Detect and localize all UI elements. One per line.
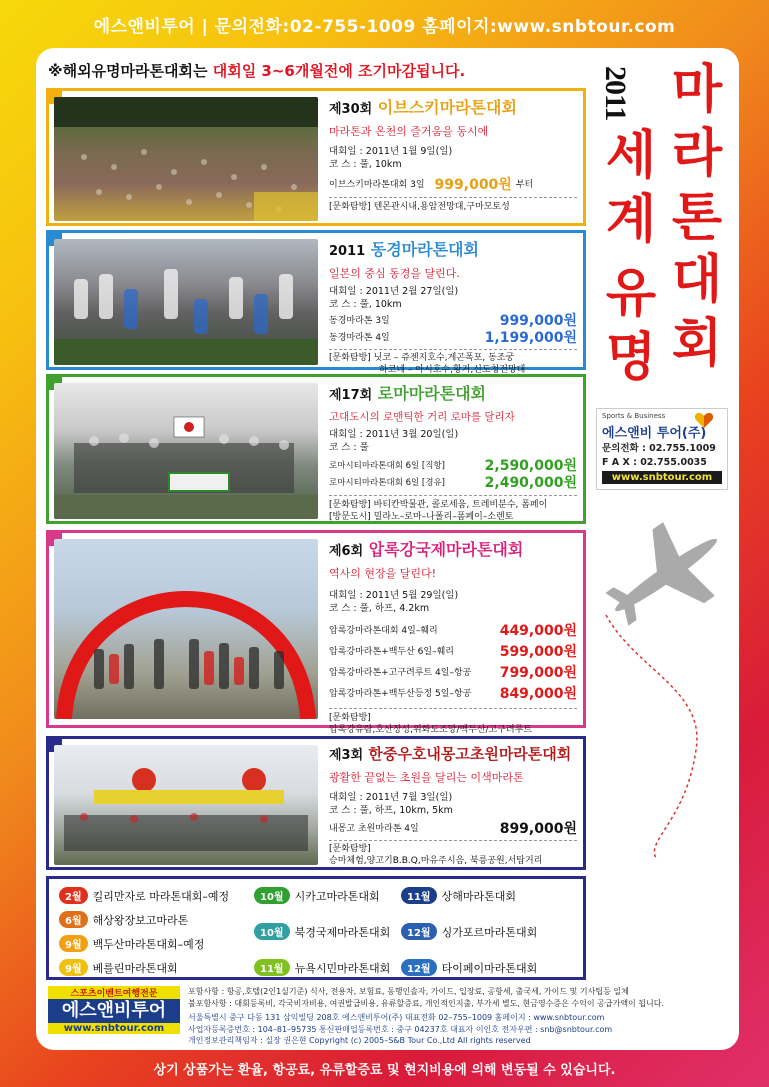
event-slogan: 마라톤과 온천의 즐거움을 동시에 [329,125,489,138]
culture-tour: [문화탐방] [329,713,371,723]
event-photo [54,239,318,365]
footer-line-copyright: 개인정보관리책임자 : 실장 권은현 Copyright (c) 2005–S&B Tour Co.,Ltd All rights reserved [188,1036,531,1045]
title-char: 대 [671,250,723,310]
event-info [329,237,577,376]
event-course: 코 스 : 풀, 하프, 4.2km [329,603,430,614]
price-row [329,177,577,194]
title-char: 톤 [671,188,723,248]
title-char: 라 [671,124,723,184]
event-slogan: 고대도시의 로맨틱한 거리 로마를 달리자 [329,411,515,423]
price-row [329,684,577,705]
event-info [329,537,577,736]
price-value: 899,000원 [499,821,577,837]
year-text: 2011 [599,66,632,121]
schedule-event: 킬리만자로 마라톤대회–예정 [92,889,230,903]
notice-highlight: 대회일 3~6개월전에 조기마감됩니다. [212,62,466,80]
month-badge: 11월 [254,959,290,976]
group-image [54,239,318,365]
schedule-event: 시카고마라톤대회 [294,889,380,903]
event-number: 제17회 [329,388,373,403]
price-value: 2,590,000원 [484,458,577,474]
price-label: 압록강마라톤+백두산 6일–훼리 [329,647,454,657]
month-badge: 9월 [59,959,88,976]
month-badge: 6월 [59,911,88,928]
price-row [329,475,577,492]
event-course: 코 스 : 풀, 10km [329,159,402,170]
event-slogan: 광활한 끝없는 초원을 달리는 이색마라톤 [329,771,524,784]
event-slogan: 역사의 현장을 달린다! [329,567,437,580]
event-photo [54,383,318,519]
notice-text: ※해외유명마라톤대회는 [48,62,213,80]
event-number: 제6회 [329,544,364,559]
footer-line-excluded: 불포함사항 : 대회등록비, 각국비자비용, 여권발급비용, 유류할증료, 개인적인지출, 부가세 별도, 현금영수증은 수익이 공급가액이 됩니다. [188,998,665,1008]
schedule-item[interactable] [59,935,204,952]
culture-tour-detail: 압록강유람,호산장성,위화도조망/백두산/고구려루트 [329,725,533,735]
price-label: 압록강마라톤+백두산등정 5일–항공 [329,689,472,699]
schedule-item[interactable] [254,923,390,940]
event-course: 코 스 : 풀, 하프, 10km, 5km [329,805,453,816]
footer-logo-name: 에스앤비투어 [48,999,180,1023]
month-badge: 11월 [401,887,437,904]
schedule-event: 백두산마라톤대회–예정 [92,937,205,951]
price-label: 압록강마라톤+고구려루트 4일–항공 [329,668,472,678]
price-value: 449,000원 [499,623,577,639]
event-title [329,95,577,118]
price-value: 849,000원 [499,686,577,702]
event-date: 대회일 : 2011년 2월 27일(일) [329,286,459,297]
culture-tour: [문화탐방] [329,844,371,854]
schedule-item[interactable] [254,887,380,904]
price-row [329,458,577,475]
price-value: 999,000원 [434,177,512,193]
price-label: 동경마라톤 4일 [329,333,390,343]
logo-phone: 문의전화 : 02.755.1009 [602,443,716,454]
title-char: 계 [605,190,657,250]
price-value: 599,000원 [499,644,577,660]
price-value: 999,000원 [499,313,577,329]
title-char: 회 [671,314,723,374]
title-char: 세 [605,126,657,186]
schedule-item[interactable] [59,911,188,928]
event-photo [54,539,318,719]
event-date: 대회일 : 2011년 5월 29일(일) [329,590,459,601]
logo-tagline: Sports & Business [602,412,666,420]
price-label: 로마시티마라톤대회 6일 [직항] [329,461,445,471]
event-date: 대회일 : 2011년 3월 20일(일) [329,429,459,440]
other-events-schedule [46,876,586,980]
month-badge: 2월 [59,887,88,904]
footer-line-address: 서울특별시 중구 다동 131 삼익빌딩 208호 에스앤비투어(주) 대표전화 02–755–1009 홈페이지 : www.snbtour.com [188,1013,605,1022]
schedule-event: 북경국제마라톤대회 [294,925,391,939]
logo-url[interactable]: www.snbtour.com [602,471,722,484]
footer-logo [48,986,180,1044]
schedule-item[interactable] [401,959,537,976]
price-row [329,821,577,838]
schedule-event: 상해마라톤대회 [441,889,516,903]
footer-info [188,986,733,1047]
month-badge: 12월 [401,959,437,976]
price-row [329,330,577,347]
price-value: 1,199,000원 [484,330,577,346]
schedule-event: 해상왕장보고마라톤 [92,913,189,927]
month-badge: 10월 [254,923,290,940]
schedule-item[interactable] [59,959,178,976]
group-image [54,745,318,865]
title-char: 명 [605,328,657,388]
event-title [329,237,577,260]
culture-tour-detail: 승마체험,양고기B.B.Q,마유주시음, 북릉공원,서탑거리 [329,856,543,866]
event-title [329,743,577,764]
schedule-item[interactable] [401,887,516,904]
event-card-ibusuki[interactable] [46,88,586,226]
title-col-world [600,124,662,252]
event-title [329,537,577,560]
event-card-yalu[interactable] [46,530,586,735]
schedule-item[interactable] [254,959,390,976]
event-course: 코 스 : 풀, 10km [329,299,402,310]
title-char: 마 [671,60,723,120]
price-suffix: 부터 [515,180,534,190]
event-slogan: 일본의 중심 동경을 달린다. [329,267,460,280]
price-row [329,313,577,330]
title-col-marathon [666,58,728,250]
culture-tour: [문화탐방] 텐몬관시내,용암전망대,구마모토성 [329,202,510,212]
event-name: 로마마라톤대회 [377,384,486,403]
schedule-event: 뉴욕시민마라톤대회 [294,961,391,975]
schedule-item[interactable] [59,887,229,904]
footer-line-included: 포함사항 : 항공,호텔(2인1실기준) 식사, 전용차, 보험료, 동행인솔자, 가이드, 입장료, 공항세, 출국세, 가이드 및 기사팁등 일체 [188,987,629,996]
price-label: 동경마라톤 3일 [329,316,390,326]
event-name: 이브스키마라톤대회 [377,98,517,117]
airplane-icon [596,520,736,860]
price-value: 799,000원 [499,665,577,681]
group-image [54,383,318,519]
schedule-item[interactable] [401,923,537,940]
event-number: 제30회 [329,102,373,117]
event-date: 대회일 : 2011년 1월 9일(일) [329,146,453,157]
title-col-famous [600,262,662,390]
event-card-tokyo[interactable] [46,230,586,375]
footer-logo-tagline: 스포츠이벤트여행전문 [48,986,180,999]
visit-cities: [방문도시] 밀라노–로마–나폴리–폼페이–소렌토 [329,512,514,522]
event-info [329,95,577,213]
price-row [329,663,577,684]
price-row [329,621,577,642]
price-label: 로마시티마라톤대회 6일 [경유] [329,478,445,488]
culture-tour: [문화탐방] 바티칸박물관, 콜로세움, 트레비분수, 폼페이 [329,500,548,510]
schedule-event: 타이페이마라톤대회 [441,961,538,975]
month-badge: 12월 [401,923,437,940]
price-label: 이브스키마라톤대회 3일 [329,180,425,190]
month-badge: 9월 [59,935,88,952]
event-name: 동경마라톤대회 [370,240,479,259]
culture-tour: 하코네 – 아시호수,황거,신도청전망대 [379,365,526,375]
month-badge: 10월 [254,887,290,904]
title-col-event [666,248,728,376]
footer-logo-url[interactable]: www.snbtour.com [48,1023,180,1034]
price-label: 압록강마라톤대회 4일–훼리 [329,626,438,636]
top-banner: 에스앤비투어 | 문의전화:02-755-1009 홈페이지:www.snbtour.com [93,16,676,37]
price-disclaimer: 상기 상품가는 환율, 항공료, 유류할증료 및 현지비용에 의해 변동될 수 있습니다. [153,1063,616,1078]
price-label: 내몽고 초원마라톤 4일 [329,824,419,834]
event-photo [54,97,318,221]
crowd-image [54,97,318,221]
heart-icon [692,410,718,430]
event-number: 2011 [329,244,366,259]
title-char: 유 [605,264,657,324]
event-photo [54,745,318,865]
event-name: 한중우호내몽고초원마라톤대회 [368,745,572,763]
race-start-image [54,539,318,719]
price-row [329,642,577,663]
logo-fax: F A X : 02.755.0035 [602,457,707,468]
footer-line-business: 사업자등록증번호 : 104–81–95735 통신판매업등록번호 : 중구 04237호 대표자 이인호 전자우편 : snb@snbtour.com [188,1024,613,1034]
event-title [329,381,577,404]
schedule-event: 싱가포르마라톤대회 [441,925,538,939]
event-name: 압록강국제마라톤대회 [368,540,524,559]
event-card-mongolia[interactable] [46,736,586,870]
logo-company-name: 에스앤비 투어(주) [602,426,707,441]
event-number: 제3회 [329,748,364,763]
event-info [329,381,577,523]
event-info [329,743,577,867]
early-close-notice [48,60,465,81]
culture-tour: [문화탐방] 닛코 – 쥬젠지호수,게곤폭포, 동조궁 [329,353,515,363]
event-date: 대회일 : 2011년 7월 3일(일) [329,792,453,803]
schedule-event: 베를린마라톤대회 [92,961,178,975]
price-value: 2,490,000원 [484,475,577,491]
event-card-rome[interactable] [46,374,586,524]
event-course: 코 스 : 풀 [329,442,369,453]
